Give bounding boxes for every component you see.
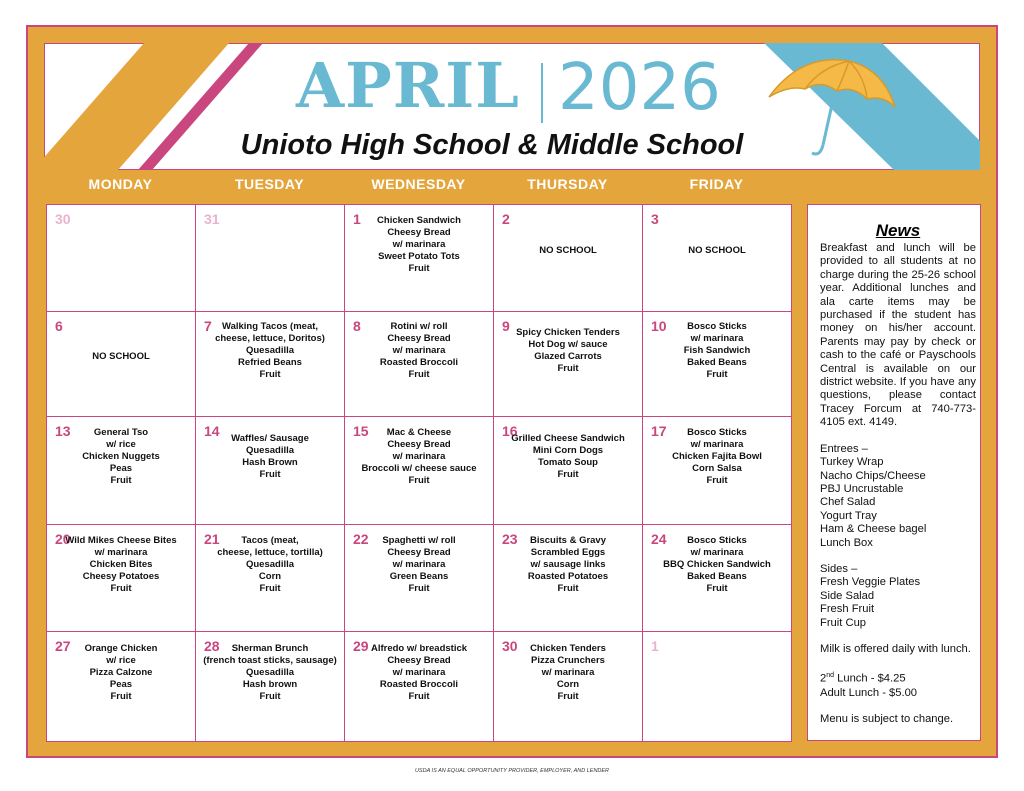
menu-item: Fruit [408, 691, 430, 702]
day-number: 8 [353, 318, 361, 334]
menu-item: cheese, lettuce, tortilla) [217, 546, 323, 558]
day-number: 1 [651, 638, 659, 654]
news-body: Breakfast and lunch will be provided to all students at no charge during the 25-26 school year. Additional lunches and ala carte items may be purchased if the student has money on his/her account. Parents may pay by check or cash to the café or Payschools Central is available on our district website. If you have any questions, please contact Tracey Forcum at 740-773-4105 ext. 4149. [820, 242, 976, 429]
menu-item: Chicken Bites [89, 558, 153, 570]
menu-item: Baked Beans [687, 570, 747, 582]
day-cell [344, 416, 494, 525]
day-cell [46, 416, 196, 525]
menu-item: Bosco Sticks [687, 427, 747, 438]
menu-item: Fruit [408, 582, 430, 594]
day-cell [642, 524, 792, 632]
day-number: 22 [353, 531, 369, 547]
usda-footer: USDA IS AN EQUAL OPPORTUNITY PROVIDER, EMPLOYER, AND LENDER [414, 768, 610, 774]
day-cell [493, 524, 643, 632]
menu-disclaimer: Menu is subject to change. [820, 712, 954, 725]
day-number: 24 [651, 531, 667, 547]
side-item: Side Salad [820, 589, 875, 602]
entree-item: Nacho Chips/Cheese [820, 469, 926, 482]
menu-item: w/ marinara [392, 344, 446, 356]
weekday-friday: FRIDAY [689, 176, 744, 192]
day-number: 10 [651, 318, 667, 334]
month-label: APRIL [296, 49, 520, 122]
day-menu [345, 321, 493, 381]
menu-item: Fruit [706, 475, 728, 486]
menu-item: w/ rice [106, 439, 136, 450]
day-menu [494, 535, 642, 595]
menu-item: Chicken Tenders [530, 643, 606, 654]
day-number: 23 [502, 531, 518, 547]
day-number: 27 [55, 638, 71, 654]
menu-item: General Tso [93, 427, 149, 438]
day-cell [46, 631, 196, 742]
menu-item: Cheesy Bread [387, 226, 451, 238]
menu-item: BBQ Chicken Sandwich [663, 558, 771, 570]
title-divider [541, 63, 543, 123]
calendar-grid [46, 204, 791, 741]
menu-item: NO SCHOOL [92, 350, 150, 362]
menu-item: Quesadilla [245, 344, 295, 356]
menu-item: Fruit [259, 469, 281, 480]
menu-item: NO SCHOOL [688, 244, 746, 256]
day-menu [643, 535, 791, 595]
menu-item: Quesadilla [245, 558, 295, 570]
menu-item: Pizza Crunchers [531, 655, 605, 666]
entree-item: Ham & Cheese bagel [820, 523, 927, 536]
menu-item: Chicken Nuggets [82, 451, 160, 462]
menu-item: Peas [109, 679, 133, 690]
menu-item: cheese, lettuce, Doritos) [215, 332, 325, 344]
menu-item: Fruit [408, 475, 430, 486]
day-number: 21 [204, 531, 220, 547]
menu-item: Hash Brown [242, 457, 298, 468]
menu-item: Cheesy Bread [387, 439, 451, 450]
entree-item: Lunch Box [820, 536, 873, 549]
day-menu [196, 321, 344, 381]
news-title: News [875, 221, 921, 240]
menu-item: w/ marinara [690, 332, 744, 344]
day-cell [493, 416, 643, 525]
day-cell [46, 311, 196, 417]
menu-item: Fish Sandwich [683, 344, 751, 356]
menu-item: Glazed Carrots [534, 350, 602, 362]
day-cell [642, 311, 792, 417]
day-cell [195, 204, 345, 312]
umbrella-icon [761, 45, 901, 163]
menu-item: Tomato Soup [538, 457, 598, 468]
day-number: 29 [353, 638, 369, 654]
side-item: Fruit Cup [820, 616, 867, 629]
day-cell [195, 631, 345, 742]
day-cell [46, 204, 196, 312]
day-number: 7 [204, 318, 212, 334]
adult-lunch-price: Adult Lunch - $5.00 [820, 686, 918, 699]
day-number: 14 [204, 423, 220, 439]
menu-item: Spaghetti w/ roll [382, 534, 456, 546]
day-cell [642, 204, 792, 312]
day-cell [344, 631, 494, 742]
menu-item: Roasted Broccoli [379, 356, 459, 368]
day-menu [47, 351, 195, 363]
year-label: 2026 [558, 51, 721, 125]
menu-item: w/ marinara [392, 451, 446, 462]
day-number: 6 [55, 318, 63, 334]
day-menu [196, 433, 344, 481]
menu-item: Spicy Chicken Tenders [516, 326, 620, 338]
menu-item: Rotini w/ roll [390, 320, 448, 332]
entrees-list [820, 456, 976, 550]
day-cell [344, 524, 494, 632]
menu-item: Tacos (meat, [241, 534, 299, 546]
day-cell [344, 311, 494, 417]
menu-item: Fruit [110, 475, 132, 486]
day-menu [494, 433, 642, 481]
day-menu [47, 427, 195, 487]
day-menu [345, 643, 493, 703]
menu-item: Mini Corn Dogs [532, 445, 604, 456]
entree-item: Turkey Wrap [820, 456, 884, 469]
day-menu [643, 245, 791, 257]
menu-item: Bosco Sticks [687, 320, 747, 332]
day-cell [195, 311, 345, 417]
menu-item: Corn Salsa [692, 463, 742, 474]
day-menu [643, 321, 791, 381]
menu-item: Fruit [557, 469, 579, 480]
menu-item: Fruit [110, 691, 132, 702]
second-lunch-price: 2nd Lunch - $4.25 [820, 672, 906, 686]
day-menu [345, 215, 493, 275]
menu-item: Hot Dog w/ sauce [528, 338, 608, 350]
day-number: 2 [502, 211, 510, 227]
entree-item: Chef Salad [820, 496, 876, 509]
menu-item: Bosco Sticks [687, 534, 747, 546]
day-menu [494, 643, 642, 703]
day-cell [493, 311, 643, 417]
menu-item: Orange Chicken [84, 643, 158, 654]
menu-item: Mac & Cheese [386, 427, 452, 438]
menu-item: Chicken Fajita Bowl [672, 451, 762, 462]
day-number: 31 [204, 211, 220, 227]
milk-note: Milk is offered daily with lunch. [820, 642, 971, 655]
day-number: 28 [204, 638, 220, 654]
day-cell [195, 416, 345, 525]
day-number: 20 [55, 531, 71, 547]
menu-item: Corn [556, 679, 580, 690]
day-menu [345, 427, 493, 487]
calendar-title [296, 49, 816, 125]
menu-item: Biscuits & Gravy [529, 534, 607, 546]
day-cell [493, 204, 643, 312]
day-menu [494, 245, 642, 257]
sides-list [820, 576, 976, 630]
menu-item: w/ marinara [541, 667, 595, 678]
news-panel [807, 204, 981, 741]
menu-item: Fruit [557, 362, 579, 374]
menu-item: Pizza Calzone [89, 667, 153, 678]
day-number: 30 [502, 638, 518, 654]
weekday-monday: MONDAY [88, 176, 153, 192]
sides-heading: Sides – [820, 562, 858, 575]
menu-item: Roasted Broccoli [379, 679, 459, 690]
weekday-thursday: THURSDAY [527, 176, 608, 192]
menu-item: Sweet Potato Tots [378, 250, 460, 262]
menu-item: Cheesy Bread [387, 655, 451, 666]
day-cell [195, 524, 345, 632]
entree-item: Yogurt Tray [820, 509, 877, 522]
day-menu [47, 535, 195, 595]
day-number: 13 [55, 423, 71, 439]
day-number: 3 [651, 211, 659, 227]
day-menu [47, 643, 195, 703]
day-cell [642, 416, 792, 525]
menu-item: w/ marinara [392, 558, 446, 570]
menu-item: Fruit [110, 582, 132, 594]
menu-item: w/ rice [106, 655, 136, 666]
menu-item: Fruit [706, 368, 728, 380]
weekday-header [46, 176, 791, 200]
side-item: Fresh Fruit [820, 603, 875, 616]
menu-item: Chicken Sandwich [377, 214, 461, 226]
menu-item: Quesadilla [245, 667, 295, 678]
menu-item: Fruit [408, 368, 430, 380]
menu-item: Fruit [557, 691, 579, 702]
menu-item: w/ marinara [94, 546, 148, 558]
day-number: 15 [353, 423, 369, 439]
calendar-header [44, 43, 980, 170]
menu-item: Fruit [557, 582, 579, 594]
day-cell [493, 631, 643, 742]
day-number: 17 [651, 423, 667, 439]
school-name: Unioto High School & Middle School [240, 129, 744, 161]
day-menu [196, 643, 344, 703]
menu-item: w/ marinara [690, 439, 744, 450]
entrees-heading: Entrees – [820, 442, 868, 455]
weekday-tuesday: TUESDAY [234, 176, 305, 192]
day-number: 30 [55, 211, 71, 227]
menu-item: w/ marinara [392, 238, 446, 250]
menu-item: Walking Tacos (meat, [221, 320, 319, 332]
menu-item: Fruit [259, 582, 281, 594]
menu-item: Waffles/ Sausage [231, 433, 309, 444]
menu-item: Alfredo w/ breadstick [370, 643, 468, 654]
day-number: 1 [353, 211, 361, 227]
day-number: 9 [502, 318, 510, 334]
menu-item: (french toast sticks, sausage) [203, 655, 337, 666]
day-cell [642, 631, 792, 742]
menu-item: Grilled Cheese Sandwich [511, 433, 625, 444]
menu-item: Refried Beans [238, 356, 302, 368]
menu-item: w/ marinara [690, 546, 744, 558]
menu-item: Peas [109, 463, 133, 474]
day-menu [345, 535, 493, 595]
menu-item: Green Beans [389, 570, 449, 582]
day-menu [494, 327, 642, 375]
day-cell [46, 524, 196, 632]
menu-item: Hash brown [242, 679, 298, 690]
menu-item: w/ sausage links [530, 558, 606, 570]
menu-item: NO SCHOOL [539, 244, 597, 256]
menu-item: Fruit [259, 368, 281, 380]
menu-item: Sherman Brunch [231, 643, 309, 654]
menu-item: Cheesy Potatoes [82, 570, 160, 582]
menu-item: Cheesy Bread [387, 332, 451, 344]
day-cell [344, 204, 494, 312]
menu-item: Broccoli w/ cheese sauce [361, 463, 477, 474]
menu-item: Baked Beans [687, 356, 747, 368]
day-number: 16 [502, 423, 518, 439]
menu-item: Fruit [408, 262, 430, 274]
menu-item: w/ marinara [392, 667, 446, 678]
menu-item: Roasted Potatoes [527, 570, 609, 582]
weekday-wednesday: WEDNESDAY [371, 176, 466, 192]
menu-item: Quesadilla [245, 445, 295, 456]
menu-item: Fruit [706, 582, 728, 594]
menu-item: Cheesy Bread [387, 546, 451, 558]
day-menu [643, 427, 791, 487]
entree-item: PBJ Uncrustable [820, 482, 904, 495]
menu-item: Fruit [259, 691, 281, 702]
menu-item: Corn [258, 570, 282, 582]
menu-item: Wild Mikes Cheese Bites [65, 534, 177, 546]
menu-item: Scrambled Eggs [530, 546, 606, 558]
day-menu [196, 535, 344, 595]
side-item: Fresh Veggie Plates [820, 576, 921, 589]
